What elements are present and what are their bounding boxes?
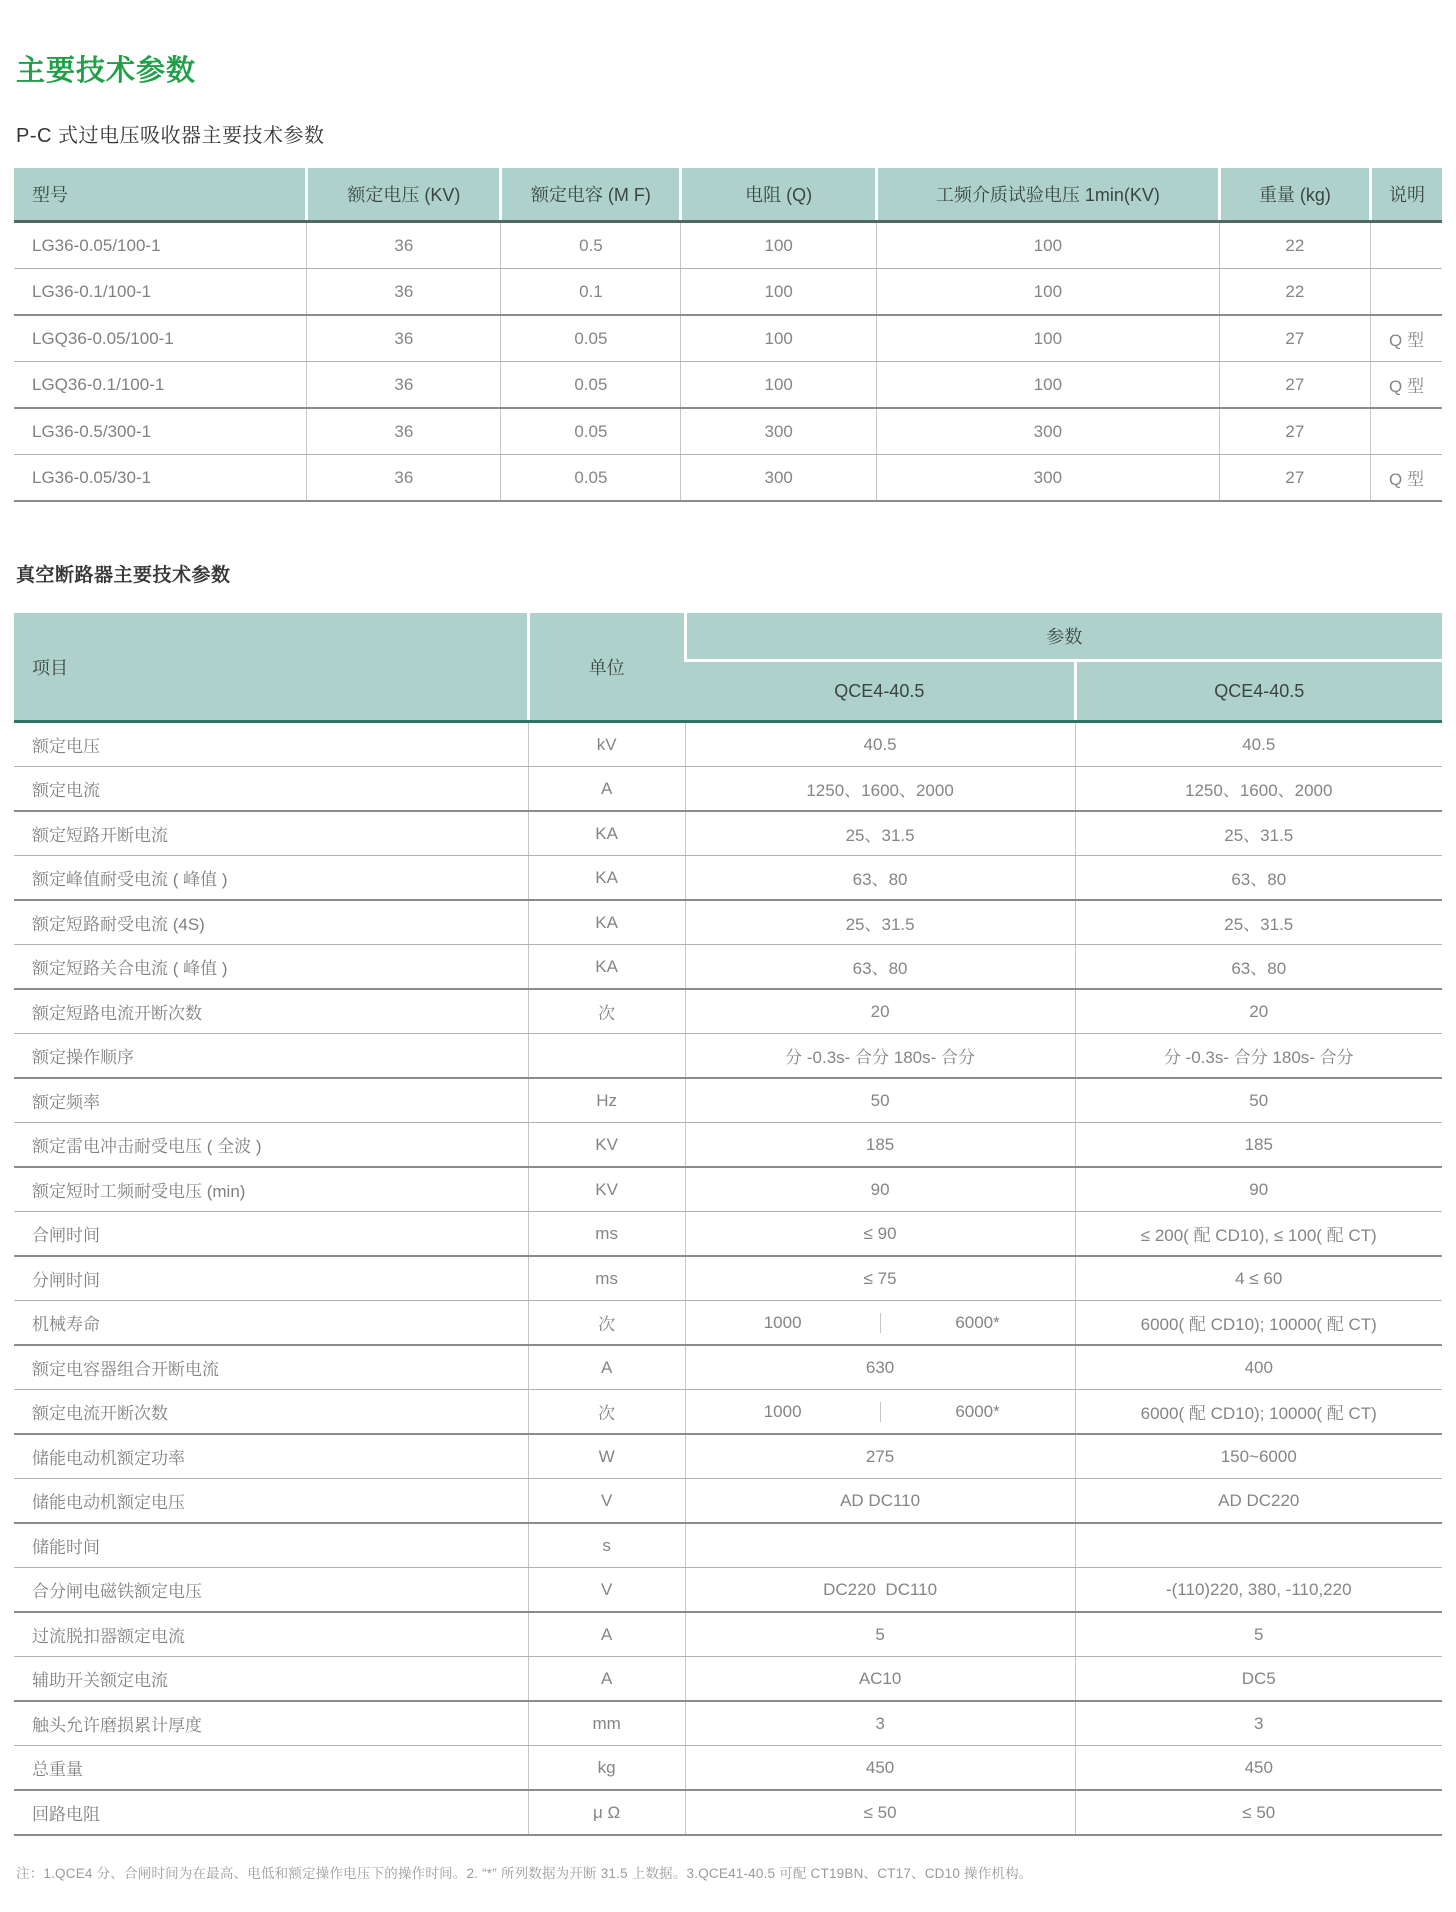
table-row — [14, 722, 1442, 767]
unit-cell: KV — [528, 1123, 685, 1168]
value-cell: 36 — [307, 408, 501, 455]
vacuum-breaker-table — [14, 613, 1442, 1836]
table-row — [14, 269, 1442, 316]
value-cell: 3 — [685, 1701, 1075, 1746]
value-cell: 0.05 — [501, 455, 681, 502]
value-cell — [1075, 1523, 1442, 1568]
value-cell: 100 — [876, 269, 1219, 316]
value-subcell: 1000 — [763, 1401, 802, 1421]
value-cell: 22 — [1219, 269, 1370, 316]
table-row — [14, 1345, 1442, 1390]
value-cell: 300 — [681, 408, 877, 455]
unit-cell: A — [528, 1345, 685, 1390]
table-row — [14, 408, 1442, 455]
value-cell: 4 ≤ 60 — [1075, 1256, 1442, 1301]
value-cell: 63、80 — [1075, 856, 1442, 901]
table1-header-row — [14, 168, 1442, 222]
value-cell: 36 — [307, 315, 501, 362]
value-cell: 22 — [1219, 222, 1370, 269]
value-cell: -(110)220, 380, -110,220 — [1075, 1568, 1442, 1613]
unit-cell: kV — [528, 722, 685, 767]
value-cell — [1371, 408, 1442, 455]
item-cell: 额定短路电流开断次数 — [14, 989, 528, 1034]
item-cell: 分闸时间 — [14, 1256, 528, 1301]
table-row — [14, 811, 1442, 856]
page-title: 主要技术参数 — [16, 55, 197, 87]
value-cell: 90 — [1075, 1167, 1442, 1212]
column-header: 重量 (kg) — [1219, 168, 1370, 222]
table-row — [14, 362, 1442, 409]
unit-cell: ms — [528, 1256, 685, 1301]
unit-cell: s — [528, 1523, 685, 1568]
value-cell — [685, 1523, 1075, 1568]
item-cell: 储能时间 — [14, 1523, 528, 1568]
value-cell: 5 — [685, 1612, 1075, 1657]
table-row — [14, 1212, 1442, 1257]
unit-cell: 次 — [528, 1301, 685, 1346]
table-row — [14, 945, 1442, 990]
item-cell: 额定电流 — [14, 767, 528, 812]
value-cell: 0.5 — [501, 222, 681, 269]
value-cell-split — [685, 1301, 1075, 1346]
table-row — [14, 1434, 1442, 1479]
table-row — [14, 1612, 1442, 1657]
value-cell: 27 — [1219, 455, 1370, 502]
model-cell: LGQ36-0.1/100-1 — [14, 362, 307, 409]
value-cell: 40.5 — [685, 722, 1075, 767]
table-row — [14, 989, 1442, 1034]
value-cell: AD DC110 — [685, 1479, 1075, 1524]
table-row — [14, 222, 1442, 269]
model-cell: LGQ36-0.05/100-1 — [14, 315, 307, 362]
value-cell: 100 — [876, 362, 1219, 409]
table-row — [14, 1568, 1442, 1613]
value-subcell: 1000 — [763, 1312, 802, 1332]
value-cell: 90 — [685, 1167, 1075, 1212]
value-cell: 25、31.5 — [1075, 900, 1442, 945]
unit-cell: 次 — [528, 989, 685, 1034]
value-cell: 5 — [1075, 1612, 1442, 1657]
value-cell: 100 — [876, 315, 1219, 362]
value-cell: 300 — [876, 408, 1219, 455]
table-row — [14, 1523, 1442, 1568]
item-cell: 额定电流开断次数 — [14, 1390, 528, 1435]
item-cell: 储能电动机额定电压 — [14, 1479, 528, 1524]
model-cell: LG36-0.05/30-1 — [14, 455, 307, 502]
table-row — [14, 1746, 1442, 1791]
column-header: 额定电容 (M F) — [501, 168, 681, 222]
item-cell: 额定峰值耐受电流 ( 峰值 ) — [14, 856, 528, 901]
value-cell: 27 — [1219, 362, 1370, 409]
value-cell: Q 型 — [1371, 315, 1442, 362]
pc-overvoltage-absorber-table — [14, 168, 1442, 502]
value-cell: 300 — [681, 455, 877, 502]
value-cell — [1371, 269, 1442, 316]
column-header: 说明 — [1371, 168, 1442, 222]
table-row — [14, 1078, 1442, 1123]
unit-cell: V — [528, 1479, 685, 1524]
item-cell: 额定短路开断电流 — [14, 811, 528, 856]
value-cell: 27 — [1219, 408, 1370, 455]
value-cell: 分 -0.3s- 合分 180s- 合分 — [685, 1034, 1075, 1079]
item-cell: 回路电阻 — [14, 1790, 528, 1835]
table-row — [14, 900, 1442, 945]
value-cell: Q 型 — [1371, 362, 1442, 409]
table-row — [14, 1256, 1442, 1301]
value-cell: 36 — [307, 222, 501, 269]
value-subcell: 6000* — [880, 1402, 1075, 1422]
value-cell: 20 — [685, 989, 1075, 1034]
model-cell: LG36-0.1/100-1 — [14, 269, 307, 316]
table1-caption: P-C 式过电压吸收器主要技术参数 — [16, 125, 325, 147]
value-cell: 63、80 — [685, 856, 1075, 901]
table2-caption: 真空断路器主要技术参数 — [16, 565, 231, 586]
unit-cell: mm — [528, 1701, 685, 1746]
value-cell: 100 — [681, 269, 877, 316]
value-cell: 63、80 — [685, 945, 1075, 990]
item-cell: 总重量 — [14, 1746, 528, 1791]
value-cell: 100 — [681, 315, 877, 362]
item-cell: 额定频率 — [14, 1078, 528, 1123]
item-cell: 过流脱扣器额定电流 — [14, 1612, 528, 1657]
value-cell: 100 — [681, 362, 877, 409]
table-row — [14, 1790, 1442, 1835]
value-cell: 27 — [1219, 315, 1370, 362]
table-row — [14, 856, 1442, 901]
table-row — [14, 1167, 1442, 1212]
value-cell: ≤ 50 — [685, 1790, 1075, 1835]
unit-cell: KA — [528, 900, 685, 945]
table-row — [14, 1390, 1442, 1435]
item-cell: 额定短路关合电流 ( 峰值 ) — [14, 945, 528, 990]
unit-cell: KA — [528, 945, 685, 990]
column-header-model: QCE4-40.5 — [1075, 661, 1442, 722]
value-cell: 36 — [307, 269, 501, 316]
value-cell: DC220 DC110 — [685, 1568, 1075, 1613]
value-cell: 450 — [685, 1746, 1075, 1791]
table-row — [14, 1301, 1442, 1346]
column-header: 电阻 (Q) — [681, 168, 877, 222]
unit-cell: ms — [528, 1212, 685, 1257]
table-row — [14, 767, 1442, 812]
column-header: 工频介质试验电压 1min(KV) — [876, 168, 1219, 222]
value-cell: 63、80 — [1075, 945, 1442, 990]
value-cell: AC10 — [685, 1657, 1075, 1702]
item-cell: 额定操作顺序 — [14, 1034, 528, 1079]
unit-cell: 次 — [528, 1390, 685, 1435]
value-cell: 20 — [1075, 989, 1442, 1034]
value-cell: 0.05 — [501, 315, 681, 362]
value-cell: 0.05 — [501, 408, 681, 455]
value-cell: ≤ 90 — [685, 1212, 1075, 1257]
column-header-unit: 单位 — [528, 613, 685, 722]
table-row — [14, 1034, 1442, 1079]
value-cell: 40.5 — [1075, 722, 1442, 767]
value-cell: 36 — [307, 455, 501, 502]
value-cell: 分 -0.3s- 合分 180s- 合分 — [1075, 1034, 1442, 1079]
value-cell: DC5 — [1075, 1657, 1442, 1702]
value-cell: ≤ 75 — [685, 1256, 1075, 1301]
value-cell: 300 — [876, 455, 1219, 502]
value-cell: 450 — [1075, 1746, 1442, 1791]
unit-cell: V — [528, 1568, 685, 1613]
table-row — [14, 1479, 1442, 1524]
unit-cell: Hz — [528, 1078, 685, 1123]
value-cell: 185 — [1075, 1123, 1442, 1168]
table-row — [14, 455, 1442, 502]
unit-cell: KA — [528, 811, 685, 856]
value-cell: 50 — [685, 1078, 1075, 1123]
value-cell: ≤ 200( 配 CD10), ≤ 100( 配 CT) — [1075, 1212, 1442, 1257]
column-header-item: 项目 — [14, 613, 528, 722]
value-cell: ≤ 50 — [1075, 1790, 1442, 1835]
value-cell: 25、31.5 — [685, 811, 1075, 856]
item-cell: 机械寿命 — [14, 1301, 528, 1346]
value-cell: 100 — [876, 222, 1219, 269]
value-cell: 1250、1600、2000 — [685, 767, 1075, 812]
item-cell: 额定短时工频耐受电压 (min) — [14, 1167, 528, 1212]
column-header: 额定电压 (KV) — [307, 168, 501, 222]
model-cell: LG36-0.05/100-1 — [14, 222, 307, 269]
value-cell: 25、31.5 — [685, 900, 1075, 945]
value-cell: 6000( 配 CD10); 10000( 配 CT) — [1075, 1301, 1442, 1346]
value-cell: 3 — [1075, 1701, 1442, 1746]
unit-cell: KV — [528, 1167, 685, 1212]
column-header: 型号 — [14, 168, 307, 222]
unit-cell: KA — [528, 856, 685, 901]
value-cell: 0.05 — [501, 362, 681, 409]
value-cell: 100 — [681, 222, 877, 269]
footnote: 注：1.QCE4 分、合闸时间为在最高、电低和额定操作电压下的操作时间。2. “*” 所列数据为开断 31.5 上数据。3.QCE41-40.5 可配 CT19BN、CT17、CD10 操作机构。 — [16, 1866, 1033, 1881]
value-cell: 150~6000 — [1075, 1434, 1442, 1479]
unit-cell: A — [528, 1657, 685, 1702]
unit-cell: kg — [528, 1746, 685, 1791]
value-cell: 275 — [685, 1434, 1075, 1479]
table2-header-row-1 — [14, 613, 1442, 661]
value-cell: 400 — [1075, 1345, 1442, 1390]
unit-cell: A — [528, 1612, 685, 1657]
item-cell: 额定短路耐受电流 (4S) — [14, 900, 528, 945]
value-cell — [1371, 222, 1442, 269]
value-cell: 25、31.5 — [1075, 811, 1442, 856]
item-cell: 合分闸电磁铁额定电压 — [14, 1568, 528, 1613]
item-cell: 触头允许磨损累计厚度 — [14, 1701, 528, 1746]
value-cell: AD DC220 — [1075, 1479, 1442, 1524]
value-cell: 36 — [307, 362, 501, 409]
value-cell: 50 — [1075, 1078, 1442, 1123]
value-cell: 630 — [685, 1345, 1075, 1390]
item-cell: 合闸时间 — [14, 1212, 528, 1257]
value-cell: 0.1 — [501, 269, 681, 316]
table-row — [14, 1123, 1442, 1168]
item-cell: 额定电容器组合开断电流 — [14, 1345, 528, 1390]
column-header-param: 参数 — [685, 613, 1442, 661]
unit-cell: W — [528, 1434, 685, 1479]
value-cell: Q 型 — [1371, 455, 1442, 502]
item-cell: 储能电动机额定功率 — [14, 1434, 528, 1479]
value-cell-split — [685, 1390, 1075, 1435]
table-row — [14, 1657, 1442, 1702]
value-cell: 6000( 配 CD10); 10000( 配 CT) — [1075, 1390, 1442, 1435]
item-cell: 辅助开关额定电流 — [14, 1657, 528, 1702]
item-cell: 额定雷电冲击耐受电压 ( 全波 ) — [14, 1123, 528, 1168]
column-header-model: QCE4-40.5 — [685, 661, 1075, 722]
value-cell: 185 — [685, 1123, 1075, 1168]
value-subcell: 6000* — [880, 1313, 1075, 1333]
unit-cell — [528, 1034, 685, 1079]
unit-cell: μ Ω — [528, 1790, 685, 1835]
item-cell: 额定电压 — [14, 722, 528, 767]
unit-cell: A — [528, 767, 685, 812]
table-row — [14, 1701, 1442, 1746]
value-cell: 1250、1600、2000 — [1075, 767, 1442, 812]
table-row — [14, 315, 1442, 362]
model-cell: LG36-0.5/300-1 — [14, 408, 307, 455]
